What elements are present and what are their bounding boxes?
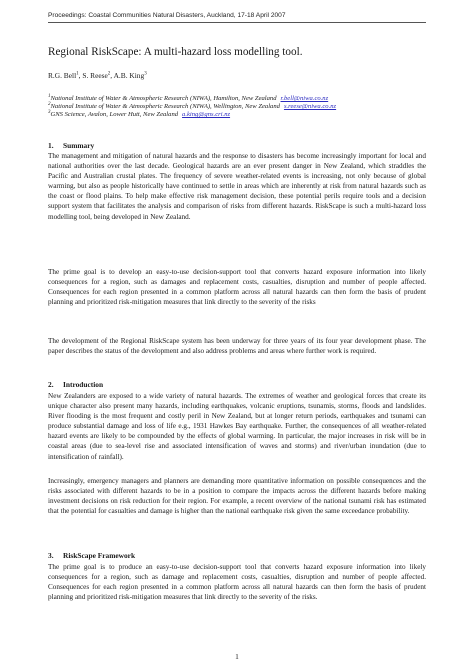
affiliation-mark: 1: [48, 93, 51, 99]
paragraph: New Zealanders are exposed to a wide variety of natural hazards. The extremes of weather and geological forces that create its unique character also present many hazards, including earthquakes, volcanic eruptions, tsunamis, storms, floods and landslides. River flooding is the most frequent and costly peril in New Zealand, but at longer return periods, earthquakes and tsunami can produce substantial damage and loss of life e.g., 1931 Hawkes Bay earthquake. Further, the consequences of all weather-related hazard events are likely to be compounded by the effects of global warming. In particular, the major increases in risk will be in coastal areas (due to sea-level rise and associated intensification of waves and storms) and river/urban inundation (due to intensification of rainfall).: [48, 392, 426, 461]
author-affil-mark: 3: [144, 71, 147, 77]
author-name: S. Reese: [82, 71, 108, 80]
affiliation-mark: 3: [48, 109, 51, 115]
affiliation-text: GNS Science, Avalon, Lower Hutt, New Zealand: [50, 111, 179, 118]
author-separator: ,: [110, 71, 114, 80]
page-number: 1: [235, 652, 239, 661]
running-head: Proceedings: Coastal Communities Natural Disasters, Auckland, 17-18 April 2007: [48, 12, 286, 19]
paragraph: The management and mitigation of natural hazards and the response to disasters has become increasingly important for local and national authorities over the last decade. Geological hazards are an ever present danger in New Zealand, which straddles the Pacific and Australian crustal plates. The frequency of severe weather-related events is increasing, not only because of global warming, but also as people historically have continued to settle in areas which are inherently at risk from natural hazards such as the coast or flood plains. To help make effective risk management decision, these potential perils require tools and a decision support system that facilitates the analysis and comparison of risks from different hazards. RiskScape is such a multi-hazard loss modelling tool, being developed in New Zealand.: [48, 152, 426, 221]
section-heading-framework: [48, 551, 135, 560]
author-affil-mark: 1: [76, 71, 79, 77]
paragraph: The prime goal is to produce an easy-to-use decision-support tool that converts hazard exposure information into likely consequences for a region, such as damage and replacement costs, casualties, disruption and number of people affected. Consequences for each region presented in a common platform across all natural hazards can then form the basis of prudent planning and prioritized risk-mitigation measures that link directly to the severity of the risks.: [48, 563, 426, 602]
section-heading-introduction: [48, 380, 103, 389]
section-title: RiskScape Framework: [63, 551, 136, 560]
affiliation-text: National Institute of Water & Atmospheric Research (NIWA), Hamilton, New Zealand: [50, 95, 277, 102]
email-link[interactable]: r.bell@niwa.co.nz: [280, 95, 329, 102]
section-number: 2.: [48, 380, 54, 389]
affiliation: [48, 103, 336, 110]
author-line: [48, 71, 147, 80]
email-link[interactable]: a.king@gns.cri.nz: [182, 111, 231, 118]
author-affil-mark: 2: [107, 71, 111, 77]
paragraph: Increasingly, emergency managers and planners are demanding more quantitative information on possible consequences and the risks associated with different hazards to be in a position to compare the impacts across the different hazards before making investment decisions on risk reduction for their region. For example, a recent overview of the national tsunami risk has estimated that the potential for casualties and damage is higher than the national earthquake risk given the same exceedance probability.: [48, 477, 426, 516]
author-name: A.B. King: [113, 71, 145, 80]
paper-title: Regional RiskScape: A multi-hazard loss modelling tool.: [48, 46, 303, 58]
section-title: Introduction: [63, 380, 104, 389]
section-title: Summary: [63, 141, 95, 150]
author-separator: ,: [78, 71, 83, 80]
affiliation: [48, 95, 328, 102]
author-name: R.G. Bell: [48, 71, 77, 80]
section-number: 1.: [48, 141, 54, 150]
paragraph: The development of the Regional RiskScape system has been underway for three years of its four year development phase. The paper describes the status of the development and also address problems and areas where further work is required.: [48, 337, 426, 356]
section-number: 3.: [48, 551, 54, 560]
paragraph: The prime goal is to develop an easy-to-use decision-support tool that converts hazard exposure information into likely consequences for a region, such as damages and replacement costs, casualties, disruption and number of people affected. Consequences for each region presented in a common platform across all natural hazards can then form the basis of prudent planning and prioritized risk-mitigation measures that link directly to the severity of the risks: [48, 268, 426, 307]
section-heading-summary: [48, 141, 94, 150]
affiliation-mark: 2: [48, 101, 51, 107]
affiliation: [48, 111, 230, 118]
header-rule: [48, 22, 426, 23]
affiliation-text: National Institute of Water & Atmospheric Research (NIWA), Wellington, New Zealand: [50, 103, 280, 110]
email-link[interactable]: s.reese@niwa.co.nz: [283, 103, 337, 110]
